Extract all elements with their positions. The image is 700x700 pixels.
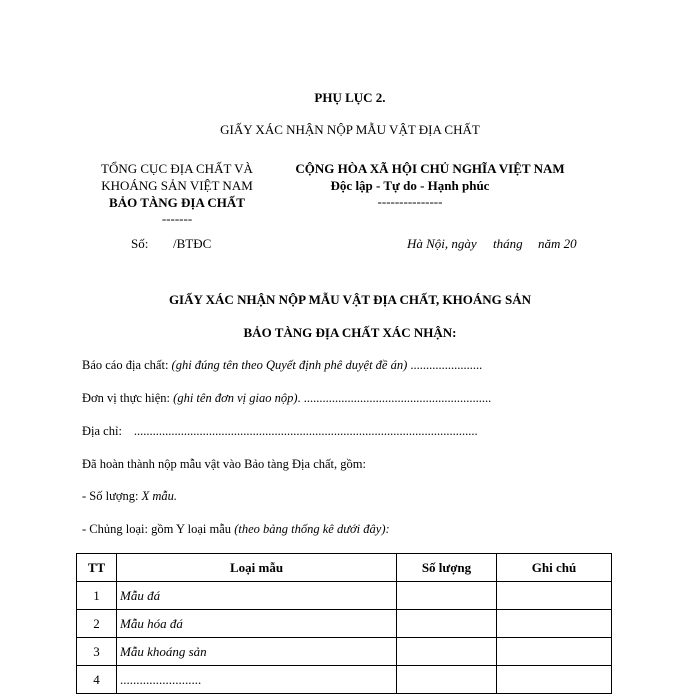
header-type: Loại mẫu [117,554,397,582]
row-note [497,610,612,638]
table-row [77,638,612,666]
table-header-row [77,554,612,582]
unit-hint: (ghi tên đơn vị giao nộp) [173,391,298,405]
date-place: Hà Nội, ngày [407,236,477,251]
header-tt: TT [77,554,117,582]
table-row [77,582,612,610]
unit-label: Đơn vị thực hiện: [82,391,174,405]
table-row [77,610,612,638]
completion-statement: Đã hoàn thành nộp mẫu vật vào Bảo tàng Địa chất, gồm: [82,457,366,471]
row-type: Mẫu hóa đá [117,610,397,638]
report-dots: ....................... [407,358,483,372]
row-note [497,638,612,666]
address-label: Địa chỉ: [82,424,122,438]
row-note [497,582,612,610]
date-year: năm 20 [538,236,577,251]
row-type: ......................... [117,666,397,694]
quantity-value: X mẫu. [141,489,177,503]
issuer-line-2: KHOÁNG SẢN VIỆT NAM [101,178,253,193]
issuer-divider: ------- [161,211,193,226]
quantity-line [82,489,177,504]
row-tt: 4 [77,666,117,694]
report-field [82,358,482,373]
date-month: tháng [493,236,523,251]
sample-table [76,553,612,694]
nation-title: CỘNG HÒA XÃ HỘI CHỦ NGHĨA VIỆT NAM [295,161,565,176]
document-heading: BẢO TÀNG ĐỊA CHẤT XÁC NHẬN: [243,325,457,340]
row-qty [397,666,497,694]
appendix-subtitle: GIẤY XÁC NHẬN NỘP MẪU VẬT ĐỊA CHẤT [220,122,480,137]
row-qty [397,582,497,610]
doc-number-suffix: /BTĐC [173,236,212,251]
row-tt: 2 [77,610,117,638]
row-note [497,666,612,694]
report-label: Báo cáo địa chất: [82,358,172,372]
row-qty [397,610,497,638]
table-row [77,666,612,694]
nation-divider: --------------- [377,194,443,209]
unit-dots: . ............................................................ [297,391,492,405]
document-title: GIẤY XÁC NHẬN NỘP MẪU VẬT ĐỊA CHẤT, KHOÁNG SẢN [168,292,532,307]
issuer-name: BẢO TÀNG ĐỊA CHẤT [109,195,245,210]
row-tt: 1 [77,582,117,610]
appendix-number: PHỤ LỤC 2. [314,90,386,105]
row-type: Mẫu đá [117,582,397,610]
row-tt: 3 [77,638,117,666]
row-type: Mẫu khoáng sản [117,638,397,666]
type-label: - Chủng loại: gồm Y loại mẫu [82,522,235,536]
issuer-line-1: TỔNG CỤC ĐỊA CHẤT VÀ [101,161,253,176]
nation-motto: Độc lập - Tự do - Hạnh phúc [330,178,490,193]
unit-field [82,391,491,406]
address-field [82,424,478,439]
quantity-label: - Số lượng: [82,489,142,503]
type-hint: (theo bảng thống kê dưới đây): [234,522,390,536]
header-note: Ghi chú [497,554,612,582]
report-hint: (ghi đúng tên theo Quyết định phê duyệt đề án) [171,358,408,372]
header-qty: Số lượng [397,554,497,582]
type-line [82,522,390,537]
address-dots: .............................................................................................................. [133,424,478,438]
row-qty [397,638,497,666]
doc-number-label: Số: [131,236,149,251]
